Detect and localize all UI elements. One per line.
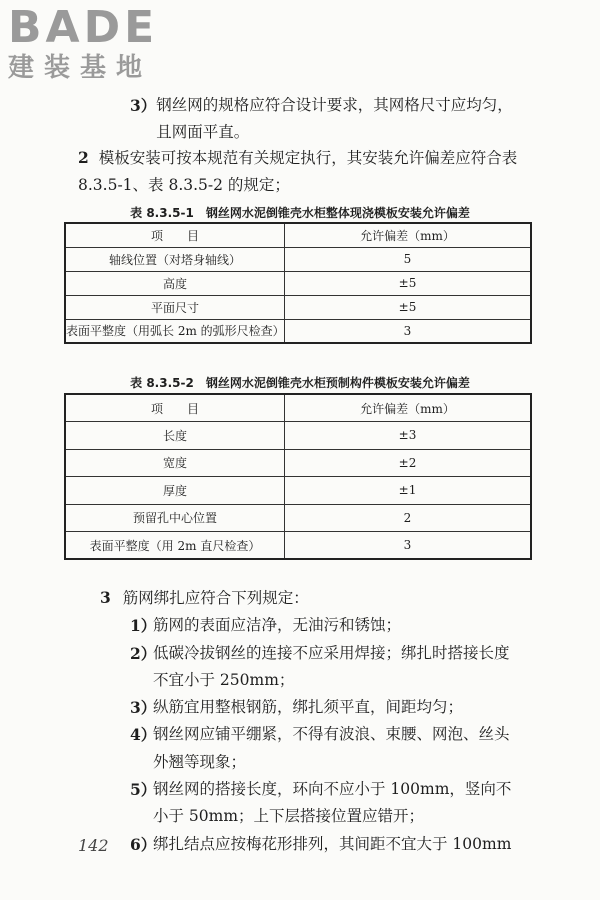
list-item-text: 低碳冷拔钢丝的连接不应采用焊接；绑扎时搭接长度不宜小于 250mm； <box>153 643 510 689</box>
section-3-title <box>100 584 600 612</box>
header-item: 项 目 <box>65 223 285 247</box>
bade-logo <box>8 4 178 84</box>
intro-item-3 <box>130 92 530 146</box>
cell-item: 轴线位置（对塔身轴线） <box>65 247 285 271</box>
cell-value: ±5 <box>285 295 532 319</box>
list-item <box>0 694 600 721</box>
cell-item: 表面平整度（用弧长 2m 的弧形尺检查） <box>65 319 285 343</box>
list-item-number: 5） <box>130 780 157 800</box>
list-item-number: 3） <box>130 698 157 718</box>
list-item-text: 钢丝网的搭接长度，环向不应小于 100mm，竖向不小于 50mm；上下层搭接位置应错开； <box>153 780 512 826</box>
list-item <box>0 640 600 695</box>
cell-value: 2 <box>285 504 532 532</box>
table-2 <box>64 393 532 560</box>
cell-value: 3 <box>285 319 532 343</box>
table-row <box>65 319 531 343</box>
cell-value: 3 <box>285 532 532 560</box>
cell-value: ±5 <box>285 271 532 295</box>
list-item <box>0 776 600 831</box>
table-row <box>65 422 531 450</box>
table-row <box>65 271 531 295</box>
logo-chinese: 建装基地 <box>8 53 153 83</box>
list-item-number: 4） <box>130 725 157 745</box>
list-item-number: 2） <box>130 643 157 663</box>
table-row <box>65 477 531 505</box>
header-tolerance: 允许偏差（mm） <box>285 223 532 247</box>
list-item-number: 1） <box>130 616 157 636</box>
section-number: 3 <box>100 588 111 607</box>
list-item-text: 钢丝网应铺平绷紧，不得有波浪、束腰、网泡、丝头外翘等现象； <box>153 725 510 771</box>
list-item-number: 6） <box>130 834 157 854</box>
list-item-text: 纵筋宜用整根钢筋，绑扎须平直，间距均匀； <box>153 698 464 717</box>
item-text: 模板安装可按本规范有关规定执行，其安装允许偏差应符合表 8.3.5-1、表 8.3.5-2 的规定； <box>78 149 518 194</box>
cell-item: 预留孔中心位置 <box>65 504 285 532</box>
header-tolerance: 允许偏差（mm） <box>285 394 532 422</box>
table-row <box>65 449 531 477</box>
cell-item: 平面尺寸 <box>65 295 285 319</box>
table-row <box>65 504 531 532</box>
item-number: 2 <box>78 148 89 167</box>
cell-item: 高度 <box>65 271 285 295</box>
list-item <box>0 612 600 639</box>
cell-value: ±3 <box>285 422 532 450</box>
cell-item: 宽度 <box>65 449 285 477</box>
logo-wordmark: BADE <box>8 2 159 53</box>
table-header-row <box>65 394 531 422</box>
section-title: 筋网绑扎应符合下列规定： <box>122 589 309 607</box>
item-number: 3） <box>130 96 157 115</box>
section-3 <box>0 584 600 858</box>
list-item <box>0 721 600 776</box>
cell-value: ±2 <box>285 449 532 477</box>
cell-value: 5 <box>285 247 532 271</box>
page-number: 142 <box>78 836 109 855</box>
cell-item: 长度 <box>65 422 285 450</box>
table-row <box>65 295 531 319</box>
table-1 <box>64 222 532 344</box>
table-header-row <box>65 223 531 247</box>
table-row <box>65 247 531 271</box>
list-item-text: 绑扎结点应按梅花形排列，其间距不宜大于 100mm <box>153 834 512 853</box>
cell-value: ±1 <box>285 477 532 505</box>
cell-item: 表面平整度（用 2m 直尺检查） <box>65 532 285 560</box>
table-row <box>65 532 531 560</box>
header-item: 项 目 <box>65 394 285 422</box>
table2-caption: 表 8.3.5-2 钢丝网水泥倒锥壳水柜预制构件模板安装允许偏差 <box>130 376 470 390</box>
item-text: 钢丝网的规格应符合设计要求，其网格尺寸应均匀，且网面平直。 <box>156 96 513 141</box>
cell-item: 厚度 <box>65 477 285 505</box>
list-item-text: 筋网的表面应洁净，无油污和锈蚀； <box>153 616 402 635</box>
table1-caption: 表 8.3.5-1 钢丝网水泥倒锥壳水柜整体现浇模板安装允许偏差 <box>130 206 470 220</box>
intro-item-2 <box>78 144 528 199</box>
